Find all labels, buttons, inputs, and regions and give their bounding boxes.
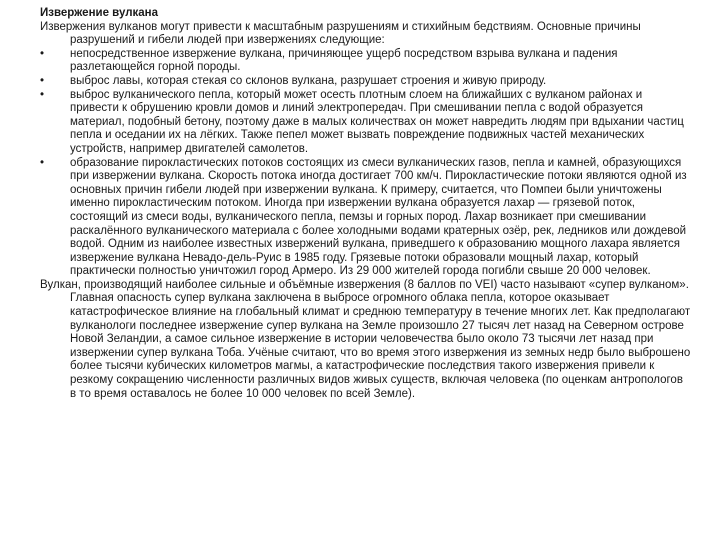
list-item (40, 48, 692, 75)
list-item-text: непосредственное извержение вулкана, причиняющее ущерб посредством взрыва вулкана и падения разлетающейся горной породы. (70, 47, 618, 74)
list-item (40, 75, 692, 89)
intro-paragraph: Извержения вулканов могут привести к масштабным разрушениям и стихийным бедствиям. Основные причины разрушений и гибели людей при извержениях следующие: (40, 20, 641, 47)
list-item-text: выброс лавы, которая стекая со склонов вулкана, разрушает строения и живую природу. (70, 74, 547, 87)
list-item (40, 157, 692, 279)
outro-paragraph: Вулкан, производящий наиболее сильные и объёмные извержения (8 баллов по VEI) часто называют «супер вулканом». Главная опасность супер вулкана заключена в выбросе огромного облака пепла, которое оказывает катастрофическое влияние на глобальный климат и среднюю температуру в течение многих лет. Как предполагают вулканологи последнее извержение супер вулкана на Земле произошло 27 тысяч лет назад на Северном острове Новой Зеландии, а самое сильное извержение в истории человечества было около 73 тысячи лет назад при извержении супер вулкана Тоба. Учёные считают, что во время этого извержения из земных недр было выброшено более тысячи кубических километров магмы, а катастрофические последствия такого извержения привели к резкому сокращению численности различных видов живых существ, включая человека (по оценкам антропологов в то время оставалось не более 10 000 человек по всей Земле). (40, 278, 691, 400)
bullet-icon: • (40, 47, 45, 60)
bullet-icon: • (40, 88, 45, 101)
list-item (40, 89, 692, 157)
list-item-text: выброс вулканического пепла, который может осесть плотным слоем на ближайших с вулканом районах и привести к обрушению кровли домов и линий электропередач. При смешивании пепла с водой образуется материал, подобный бетону, поэтому даже в малых количествах он может навредить людям при вдыхании частиц пепла и оседании их на лёгких. Также пепел может вызвать повреждение подвижных частей механических устройств, например двигателей самолетов. (70, 88, 684, 155)
list-item-text: образование пирокластических потоков состоящих из смеси вулканических газов, пепла и камней, образующихся при извержении вулкана. Скорость потока иногда достигает 700 км/ч. Пирокластические потоки являются одной из основных причин гибели людей при извержении вулкана. К примеру, считается, что Помпеи были уничтожены именно пирокластическим потоком. Иногда при извержении вулкана образуется лахар — грязевой поток, состоящий из смеси воды, вулканического пепла, пемзы и горных пород. Лахар возникает при смешивании раскалённого вулканического материала с более холодными водами кратерных озёр, рек, ледников или дождевой водой. Одним из наиболее известных извержений вулкана, приведшего к образованию мощного лахара является извержение вулкана Невадо-дель-Руис в 1985 году. Грязевые потоки образовали мощный лахар, который практически полностью уничтожил город Армеро. Из 29 000 жителей города погибли свыше 20 000 человек. (70, 156, 687, 278)
bullet-icon: • (40, 74, 45, 87)
document-title: Извержение вулкана (40, 7, 158, 19)
bullet-icon: • (40, 156, 45, 169)
causes-list (40, 48, 692, 279)
